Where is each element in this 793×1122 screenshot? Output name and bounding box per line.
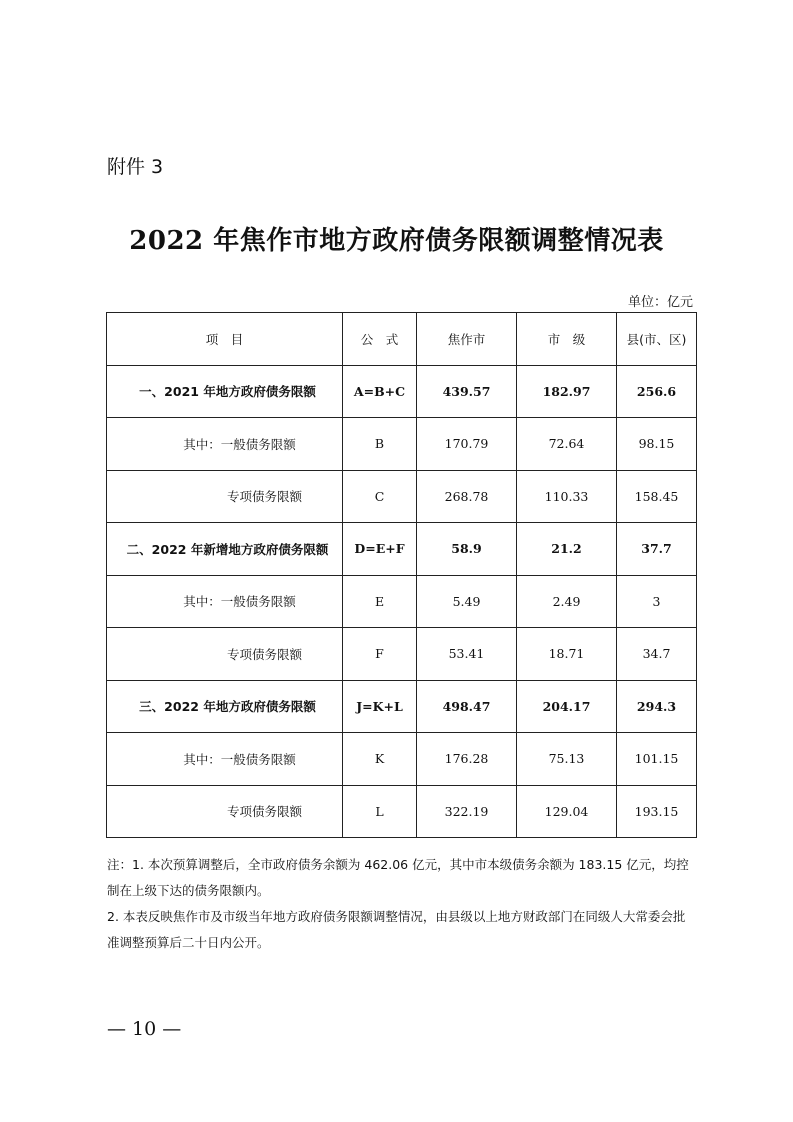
table-row xyxy=(107,785,697,838)
row-city: 2.49 xyxy=(517,575,617,628)
table-row xyxy=(107,680,697,733)
table-row xyxy=(107,523,697,576)
row-county: 37.7 xyxy=(617,523,697,576)
row-formula: F xyxy=(343,628,417,681)
note-2: 2. 本表反映焦作市及市级当年地方政府债务限额调整情况，由县级以上地方财政部门在同级人大常委会批准调整预算后二十日内公开。 xyxy=(107,909,686,950)
row-county: 3 xyxy=(617,575,697,628)
page-number: — 10 — xyxy=(107,1018,182,1040)
header-county: 县(市、区) xyxy=(617,313,697,366)
header-item: 项 目 xyxy=(107,313,343,366)
row-formula: E xyxy=(343,575,417,628)
row-item: 一、2021 年地方政府债务限额 xyxy=(107,365,343,418)
row-county: 193.15 xyxy=(617,785,697,838)
row-formula: B xyxy=(343,418,417,471)
unit-label: 单位：亿元 xyxy=(627,295,693,310)
row-formula: C xyxy=(343,470,417,523)
row-city: 110.33 xyxy=(517,470,617,523)
row-formula: L xyxy=(343,785,417,838)
row-formula: K xyxy=(343,733,417,786)
table-row xyxy=(107,365,697,418)
row-city: 21.2 xyxy=(517,523,617,576)
table-header-row xyxy=(107,313,697,366)
table-row xyxy=(107,418,697,471)
row-city: 129.04 xyxy=(517,785,617,838)
table-row xyxy=(107,575,697,628)
row-county: 158.45 xyxy=(617,470,697,523)
row-county: 256.6 xyxy=(617,365,697,418)
row-jiaozuo: 176.28 xyxy=(417,733,517,786)
row-county: 294.3 xyxy=(617,680,697,733)
row-formula: A=B+C xyxy=(343,365,417,418)
debt-limit-table xyxy=(106,312,697,838)
row-city: 204.17 xyxy=(517,680,617,733)
row-jiaozuo: 322.19 xyxy=(417,785,517,838)
notes-block xyxy=(107,852,697,956)
row-jiaozuo: 58.9 xyxy=(417,523,517,576)
row-item: 专项债务限额 xyxy=(107,628,343,681)
header-jiaozuo: 焦作市 xyxy=(417,313,517,366)
table-row xyxy=(107,733,697,786)
row-item: 其中：一般债务限额 xyxy=(107,733,343,786)
header-city-level: 市 级 xyxy=(517,313,617,366)
header-formula: 公 式 xyxy=(343,313,417,366)
attachment-label: 附件 3 xyxy=(107,156,164,178)
page-title: 2022 年焦作市地方政府债务限额调整情况表 xyxy=(129,226,664,256)
row-county: 101.15 xyxy=(617,733,697,786)
row-item: 二、2022 年新增地方政府债务限额 xyxy=(107,523,343,576)
row-jiaozuo: 170.79 xyxy=(417,418,517,471)
table-row xyxy=(107,628,697,681)
row-city: 18.71 xyxy=(517,628,617,681)
row-item: 三、2022 年地方政府债务限额 xyxy=(107,680,343,733)
row-item: 其中：一般债务限额 xyxy=(107,575,343,628)
row-jiaozuo: 5.49 xyxy=(417,575,517,628)
row-item: 专项债务限额 xyxy=(107,470,343,523)
row-item: 专项债务限额 xyxy=(107,785,343,838)
row-county: 34.7 xyxy=(617,628,697,681)
row-county: 98.15 xyxy=(617,418,697,471)
row-jiaozuo: 268.78 xyxy=(417,470,517,523)
row-city: 182.97 xyxy=(517,365,617,418)
row-city: 75.13 xyxy=(517,733,617,786)
row-jiaozuo: 53.41 xyxy=(417,628,517,681)
row-jiaozuo: 498.47 xyxy=(417,680,517,733)
note-1: 注：1. 本次预算调整后，全市政府债务余额为 462.06 亿元，其中市本级债务余额为 183.15 亿元，均控制在上级下达的债务限额内。 xyxy=(107,857,689,898)
row-city: 72.64 xyxy=(517,418,617,471)
row-formula: J=K+L xyxy=(343,680,417,733)
row-jiaozuo: 439.57 xyxy=(417,365,517,418)
row-formula: D=E+F xyxy=(343,523,417,576)
row-item: 其中：一般债务限额 xyxy=(107,418,343,471)
table-row xyxy=(107,470,697,523)
